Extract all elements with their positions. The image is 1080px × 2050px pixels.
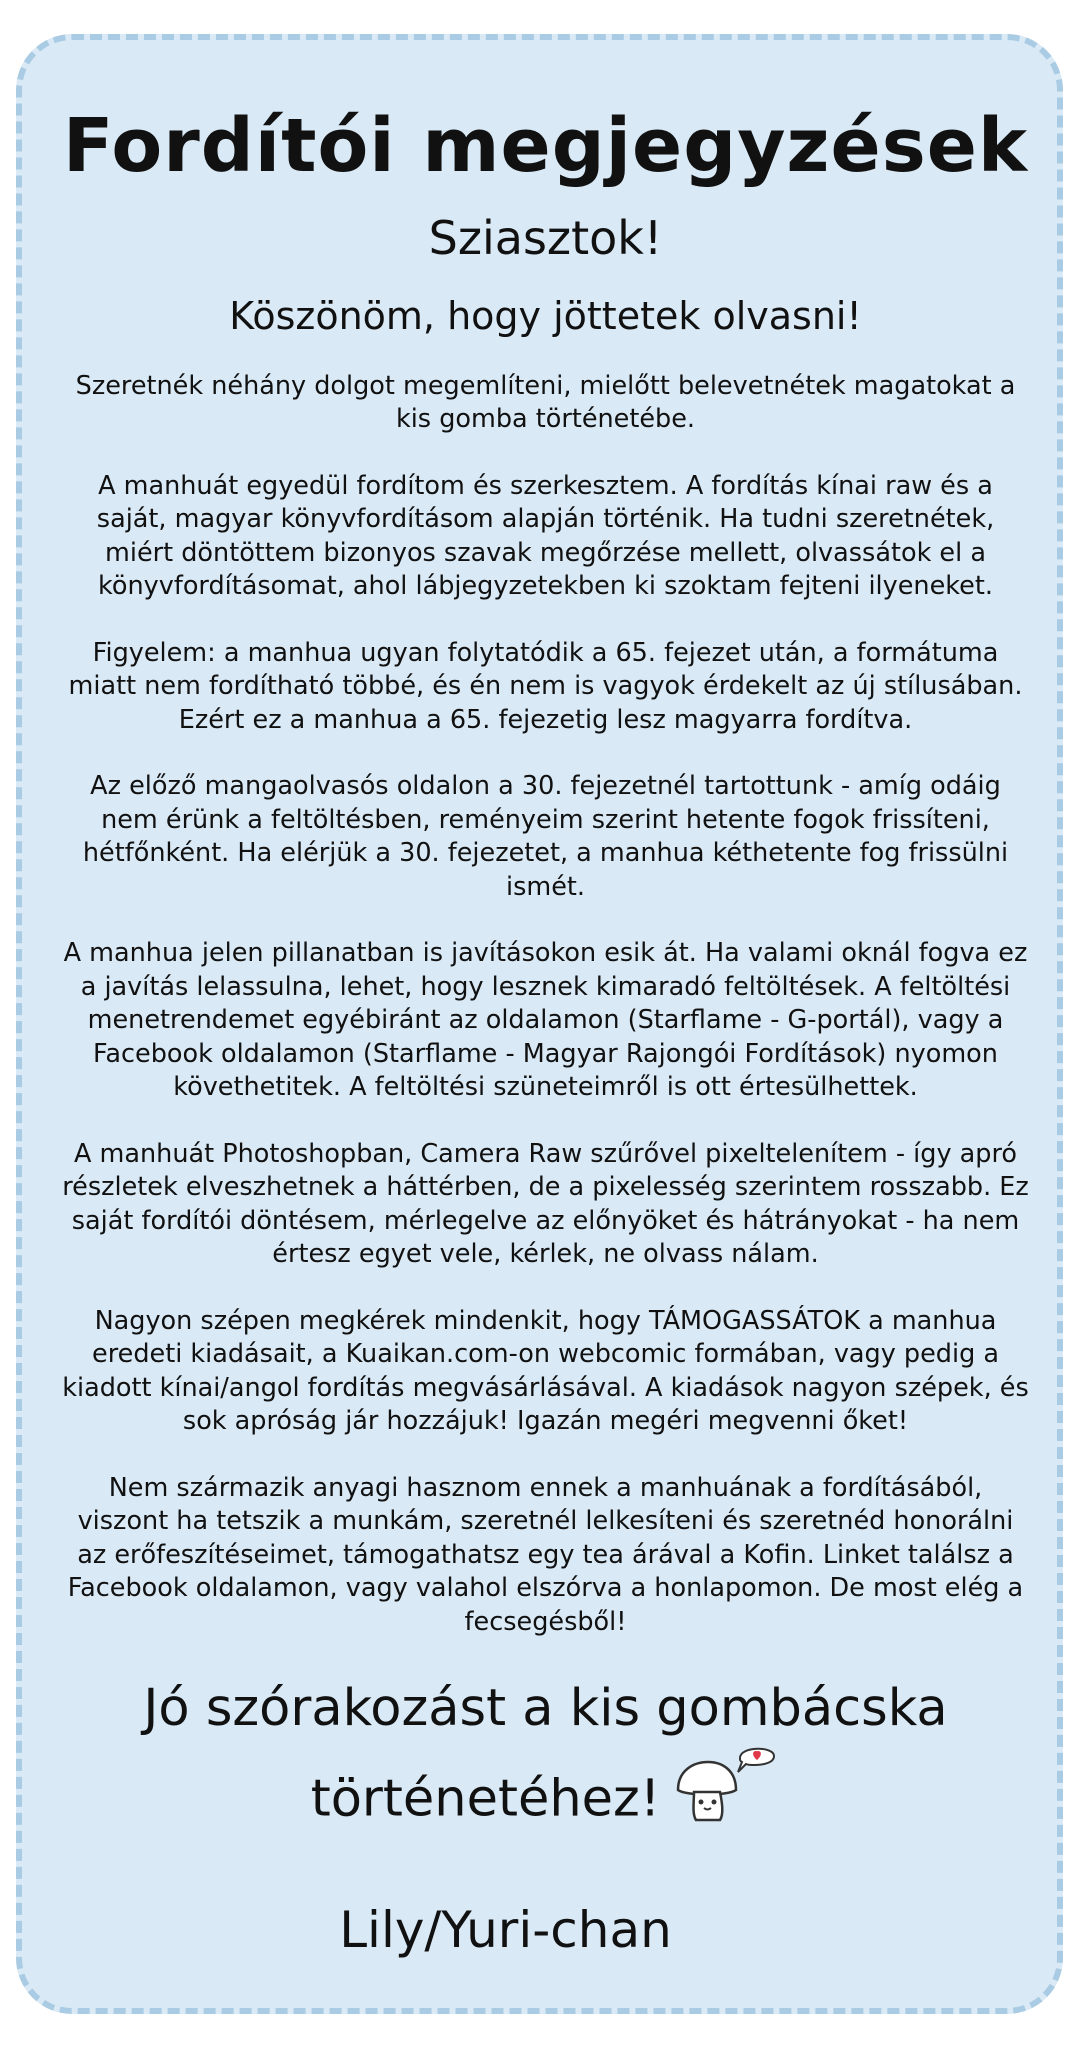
closing-line-2: történetéhez! bbox=[310, 1769, 661, 1829]
paragraph-intro: Szeretnék néhány dolgot megemlíteni, mielőtt belevetnétek magatokat a kis gomba történetébe. bbox=[75, 370, 1016, 435]
closing-line-1: Jó szórakozást a kis gombácska bbox=[143, 1679, 948, 1739]
mushroom-mascot-icon bbox=[670, 1736, 780, 1847]
closing-message bbox=[62, 1672, 1029, 1857]
paragraph-editing: A manhuát Photoshopban, Camera Raw szűrővel pixeltelenítem - így apró részletek elveszhetnek a háttérben, de a pixelesség szerintem rosszabb. Ez saját fordítói döntésem, mérlegelve az előnyöket és hátrányokat - ha nem értesz egyet vele, kérlek, ne olvass nálam. bbox=[62, 1138, 1029, 1270]
heart-speech-bubble-icon bbox=[738, 1749, 774, 1772]
paragraph-translation: A manhuát egyedül fordítom és szerkesztem. A fordítás kínai raw és a saját, magyar könyvfordításom alapján történik. Ha tudni szeretnétek, miért döntöttem bizonyos szavak megőrzése mellett, olvassátok el a könyvfordításomat, ahol lábjegyzetekben ki szoktam fejteni ilyeneket. bbox=[96, 470, 995, 602]
paragraph-support: Nagyon szépen megkérek mindenkit, hogy TÁMOGASSÁTOK a manhua eredeti kiadásait, a Kuaikan.com-on webcomic formában, vagy pedig a kiadott kínai/angol fordítás megvásárlásával. A kiadások nagyon szépek, és sok apróság jár hozzájuk! Igazán megéri megvenni őket! bbox=[62, 1305, 1029, 1437]
paragraph-donation: Nem származik anyagi hasznom ennek a manhuának a fordításából, viszont ha tetszik a munkám, szeretnél lelkesíteni és szeretnéd honorálni az erőfeszítéseimet, támogathatsz egy tea árával a Kofin. Linket találsz a Facebook oldalamon, vagy valahol elszórva a honlapomon. De most elég a fecsegésből! bbox=[67, 1472, 1024, 1637]
thanks-line: Köszönöm, hogy jöttetek olvasni! bbox=[229, 293, 862, 338]
notes-paragraphs bbox=[62, 370, 1029, 1640]
paragraph-fixes: A manhua jelen pillanatban is javításokon esik át. Ha valami oknál fogva ez a javítás lelassulna, lehet, hogy lesznek kimaradó feltöltések. A feltöltési menetrendemet egyébiránt az oldalamon (Starflame - G-portál), vagy a Facebook oldalamon (Starflame - Magyar Rajongói Fordítások) nyomon követhetitek. A feltöltési szüneteimről is ott értesülhettek. bbox=[63, 938, 1028, 1103]
signature: Lily/Yuri-chan bbox=[339, 1901, 672, 1959]
notes-card bbox=[16, 34, 1063, 2014]
paragraph-schedule: Az előző mangaolvasós oldalon a 30. fejezetnél tartottunk - amíg odáig nem érünk a feltöltésben, reményeim szerint hetente fogok frissíteni, hétfőnként. Ha elérjük a 30. fejezetet, a manhua kéthetente fog frissülni ismét. bbox=[82, 771, 1009, 902]
page-title: Fordítói megjegyzések bbox=[62, 103, 1029, 189]
notes-content bbox=[62, 40, 1029, 1857]
paragraph-warning: Figyelem: a manhua ugyan folytatódik a 65. fejezet után, a formátuma miatt nem fordítható többé, és én nem is vagyok érdekelt az új stílusában. Ezért ez a manhua a 65. fejezetig lesz magyarra fordítva. bbox=[68, 637, 1023, 735]
greeting: Sziasztok! bbox=[428, 210, 663, 265]
